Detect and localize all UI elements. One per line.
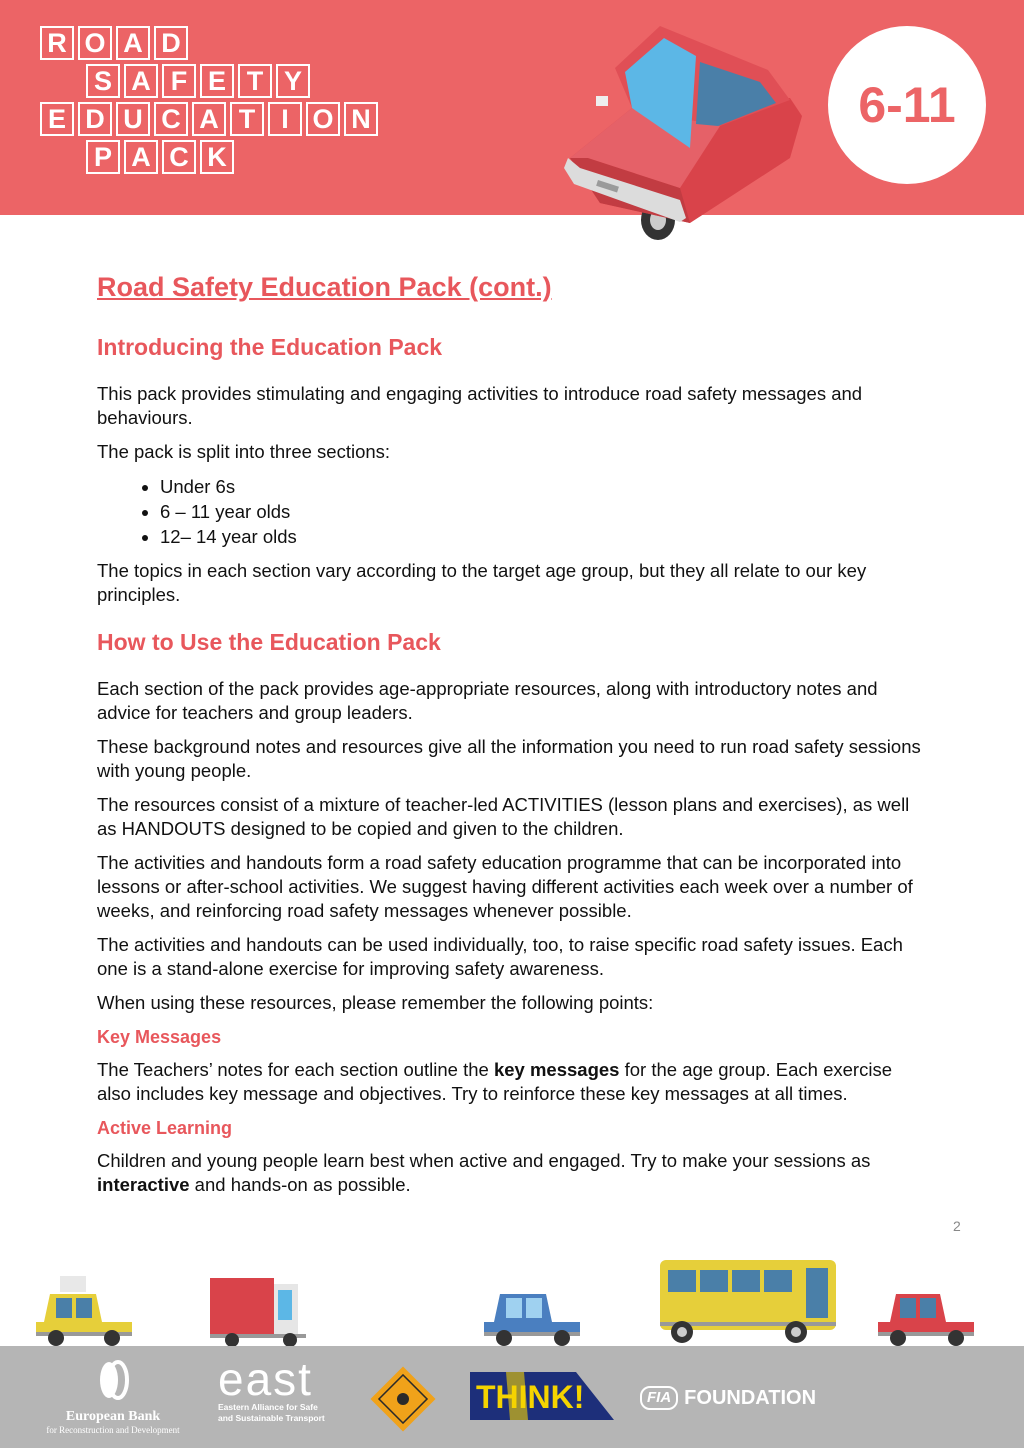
main-content [97, 268, 927, 1207]
paragraph: The resources consist of a mixture of teacher-led ACTIVITIES (lesson plans and exercises), as well as HANDOUTS designed to be copied and given to the children. [97, 794, 910, 839]
red-car-illustration [540, 8, 810, 240]
logo-letter-tile: C [162, 140, 196, 174]
logo-row-safety [86, 64, 314, 98]
taxi-icon [36, 1276, 132, 1346]
think-logo [466, 1370, 616, 1422]
logo-letter-tile: A [116, 26, 150, 60]
red-car-icon [878, 1294, 974, 1346]
ebrd-logo: European Bank for Reconstruction and Development [38, 1360, 188, 1435]
paragraph: The pack is split into three sections: [97, 441, 391, 462]
truck-icon [210, 1278, 306, 1347]
logo-letter-tile: F [162, 64, 196, 98]
footer-partners [0, 1346, 1024, 1448]
paragraph: Each section of the pack provides age-appropriate resources, along with introductory notes and advice for teachers and group leaders. [97, 678, 878, 723]
logo-letter-tile: I [268, 102, 302, 136]
logo-letter-tile: A [192, 102, 226, 136]
blue-car-icon [484, 1294, 580, 1346]
logo-letter-tile: A [124, 140, 158, 174]
paragraph: The activities and handouts form a road safety education programme that can be incorporated into lessons or after-school activities. We suggest having different activities each week over a number of weeks, and reinforcing road safety messages whenever possible. [97, 852, 913, 921]
vehicles-illustration [0, 1250, 1024, 1350]
bold-text: key messages [493, 1059, 620, 1080]
logo-letter-tile: O [78, 26, 112, 60]
list-item: • Under 6s [160, 474, 927, 499]
logo-letter-tile: D [154, 26, 188, 60]
logo-letter-tile: Y [276, 64, 310, 98]
logo-letter-tile: O [306, 102, 340, 136]
logo-letter-tile: A [124, 64, 158, 98]
page-number: 2 [953, 1218, 961, 1234]
age-range-badge: 6-11 [828, 26, 986, 184]
bus-icon [660, 1260, 836, 1343]
logo-letter-tile: P [86, 140, 120, 174]
logo-letter-tile: E [40, 102, 74, 136]
logo-row-road [40, 26, 192, 60]
logo-letter-tile: D [78, 102, 112, 136]
paragraph: The topics in each section vary according to the target age group, but they all relate to our key principles. [97, 560, 867, 605]
logo-letter-tile: N [344, 102, 378, 136]
subheading-key-messages: Key Messages [97, 1027, 222, 1047]
svg-text:THINK!: THINK! [476, 1379, 585, 1415]
fia-foundation-logo: FIA FOUNDATION [640, 1386, 816, 1410]
logo-letter-tile: E [200, 64, 234, 98]
decade-of-action-badge-icon [368, 1364, 438, 1434]
page-title: Road Safety Education Pack (cont.) [97, 272, 552, 302]
logo-letter-tile: U [116, 102, 150, 136]
logo-letter-tile: C [154, 102, 188, 136]
logo-row-pack [86, 140, 238, 174]
logo-row-education [40, 102, 382, 136]
ebrd-emblem-icon [93, 1360, 133, 1400]
list-item: • 12– 14 year olds [160, 524, 927, 549]
logo-letter-tile: R [40, 26, 74, 60]
east-logo: east Eastern Alliance for Safe and Sustainable Transport [218, 1353, 325, 1423]
paragraph: When using these resources, please remember the following points: [97, 992, 654, 1013]
logo-letter-tile: S [86, 64, 120, 98]
paragraph: These background notes and resources give all the information you need to run road safety sessions with young people. [97, 736, 921, 781]
header-banner [0, 0, 1024, 215]
bold-text: interactive [97, 1174, 190, 1195]
paragraph-key-messages: The Teachers’ notes for each section outline the key messages for the age group. Each exercise also includes key message and objectives. Try to reinforce these key messages at all times. [97, 1059, 892, 1104]
paragraph: This pack provides stimulating and engaging activities to introduce road safety messages and behaviours. [97, 383, 863, 428]
sections-list [97, 474, 927, 549]
fia-badge: FIA [640, 1386, 678, 1410]
logo-letter-tile: K [200, 140, 234, 174]
section-heading-how-to-use: How to Use the Education Pack [97, 629, 441, 655]
paragraph-active-learning: Children and young people learn best when active and engaged. Try to make your sessions as interactive and hands-on as possible. [97, 1150, 871, 1195]
subheading-active-learning: Active Learning [97, 1118, 233, 1138]
paragraph: The activities and handouts can be used individually, too, to raise specific road safety issues. Each one is a stand-alone exercise for improving safety awareness. [97, 934, 903, 979]
section-heading-introducing: Introducing the Education Pack [97, 334, 443, 360]
logo-letter-tile: T [230, 102, 264, 136]
list-item: • 6 – 11 year olds [160, 499, 927, 524]
logo-letter-tile: T [238, 64, 272, 98]
